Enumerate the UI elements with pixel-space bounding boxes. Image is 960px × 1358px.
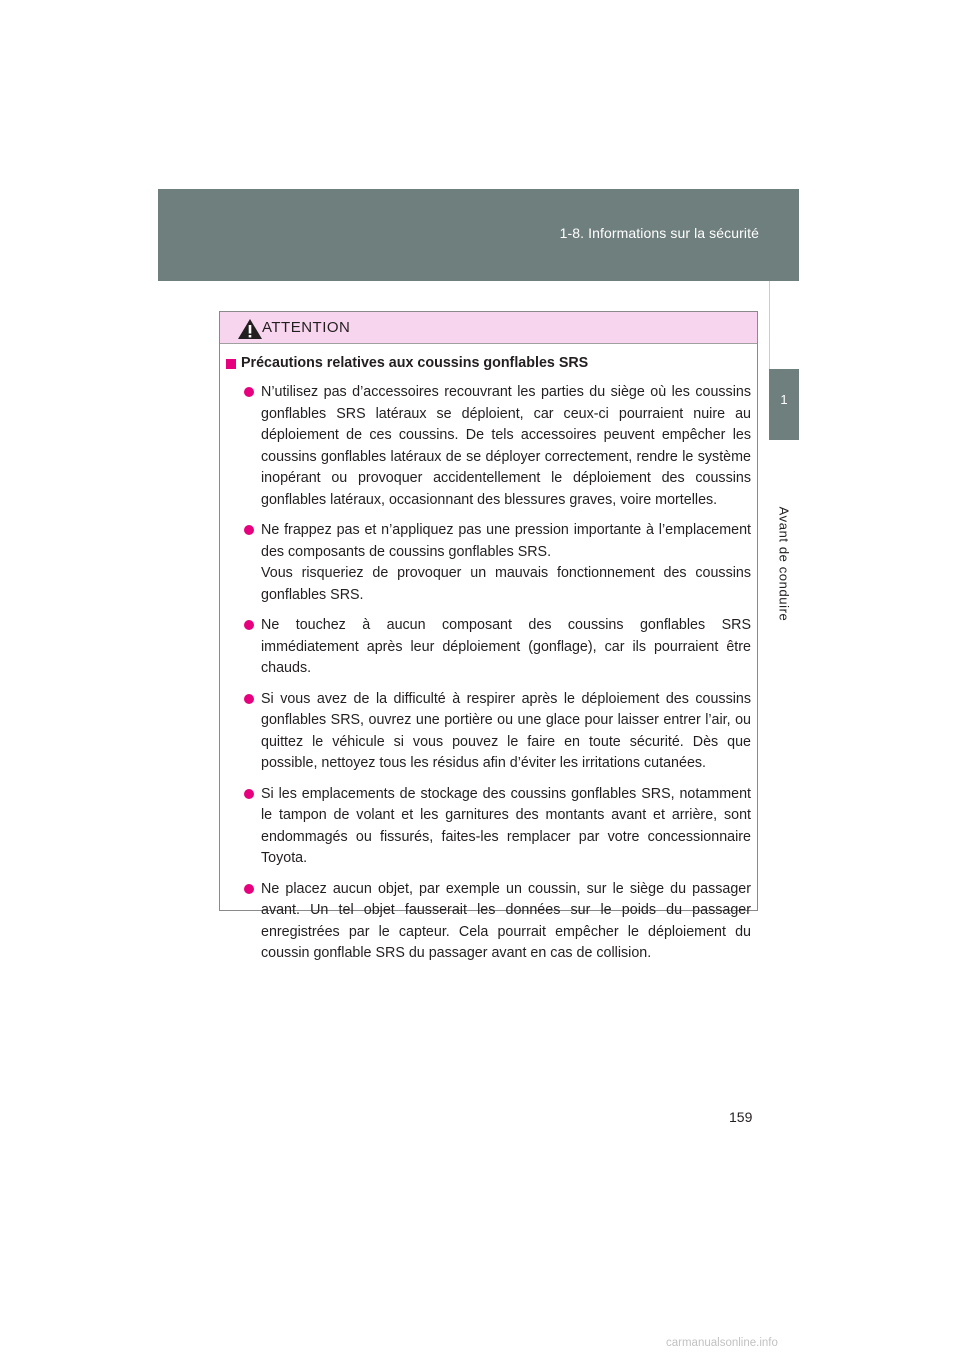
chapter-label: Avant de conduire [776, 506, 792, 622]
round-bullet-icon [244, 694, 254, 704]
section-header-band [158, 189, 799, 281]
square-bullet-icon [226, 359, 236, 369]
watermark: carmanualsonline.info [666, 1337, 778, 1349]
bullet-paragraph: Ne touchez à aucun composant des coussins gonflables SRS immédiatement après leur déploiement (gonflage), car ils pourraient être chauds. [261, 617, 751, 676]
bullet-paragraph: Ne placez aucun objet, par exemple un coussin, sur le siège du passager avant. Un tel objet fausserait les données sur le poids du passager enregistrées par le capteur. Cela pourrait empêcher le déploiement du coussin gonflable SRS du passager avant en cas de collision. [261, 880, 751, 961]
bullet-text [261, 879, 751, 965]
bullet-paragraph: Vous risqueriez de provoquer un mauvais fonctionnement des coussins gonflables SRS. [261, 565, 751, 603]
round-bullet-icon [244, 620, 254, 630]
caution-body [220, 344, 757, 965]
list-item [226, 382, 751, 511]
chapter-tab [769, 369, 799, 440]
bullet-list [226, 382, 751, 965]
section-heading-text: Précautions relatives aux coussins gonflables SRS [241, 355, 589, 371]
caution-title: ATTENTION [262, 319, 351, 336]
page-number: 159 [729, 1109, 753, 1125]
caution-box [219, 311, 758, 961]
list-item [226, 520, 751, 606]
warning-triangle-icon [237, 318, 263, 340]
list-item [226, 784, 751, 870]
list-item [226, 615, 751, 680]
bullet-text [261, 689, 751, 775]
side-divider [769, 281, 770, 369]
bullet-text [261, 784, 751, 870]
caution-header [220, 312, 757, 344]
section-title: 1-8. Informations sur la sécurité [559, 225, 759, 241]
round-bullet-icon [244, 789, 254, 799]
list-item [226, 689, 751, 775]
round-bullet-icon [244, 884, 254, 894]
bullet-text [261, 615, 751, 680]
section-heading [226, 354, 751, 373]
bullet-text [261, 382, 751, 511]
chapter-number: 1 [780, 392, 788, 407]
round-bullet-icon [244, 525, 254, 535]
bullet-text [261, 520, 751, 606]
bullet-paragraph: Si vous avez de la difficulté à respirer après le déploiement des coussins gonflables SRS, ouvrez une portière ou une glace pour laisser entrer l’air, ou quittez le véhicule si vous pouvez le faire en toute sécurité. Dès que possible, nettoyez tous les résidus afin d’éviter les irritations cutanées. [261, 690, 751, 771]
bullet-paragraph: Ne frappez pas et n’appliquez pas une pression importante à l’emplacement des composants de coussins gonflables SRS. [261, 522, 751, 560]
bullet-paragraph: N’utilisez pas d’accessoires recouvrant les parties du siège où les coussins gonflables SRS latéraux se déploient, car ceux-ci pourraient nuire au déploiement de ces coussins. De tels accessoires peuvent empêcher les coussins gonflables latéraux de se déployer correctement, rendre le système inopérant ou provoquer accidentellement le déploiement des coussins gonflables latéraux, occasionnant des blessures graves, voire mortelles. [261, 384, 751, 508]
round-bullet-icon [244, 387, 254, 397]
bullet-paragraph: Si les emplacements de stockage des coussins gonflables SRS, notamment le tampon de volant et les garnitures des montants avant et arrière, sont endommagés ou fissurés, faites-les remplacer par votre concessionnaire Toyota. [261, 785, 751, 866]
list-item [226, 879, 751, 965]
